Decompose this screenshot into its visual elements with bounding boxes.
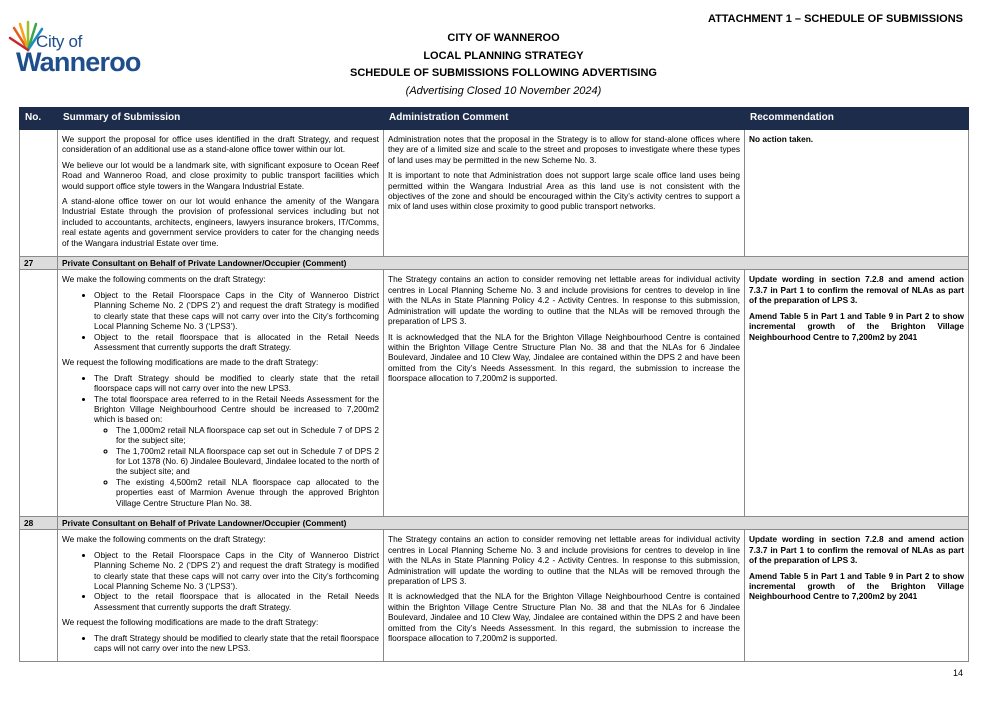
summary-bullet-list <box>62 290 379 352</box>
comment-paragraph: The Strategy contains an action to consider removing net lettable areas for individual activity centres in Local Planning Scheme No. 3 and include provisions for centres to develop in line with the NLAs in State Planning Policy 4.2 - Activity Centres. In response to this submission, Administration will update the wording to outline that the NLAs will be removed through the preparation of LPS 3. <box>388 274 740 327</box>
table-row <box>20 530 969 662</box>
list-item <box>94 394 379 508</box>
col-header-summary: Summary of Submission <box>58 108 384 130</box>
list-item: • The draft Strategy should be modified to clearly state that the retail floorspace caps will not carry over into the new LPS3. <box>94 633 379 654</box>
logo-city-of-text: City of <box>36 32 83 51</box>
recommendation-paragraph: Update wording in section 7.2.8 and amend action 7.3.7 in Part 1 to confirm the removal of NLAs as part of the preparation of LPS 3. <box>749 274 964 306</box>
cell-recommendation <box>745 530 969 662</box>
cell-summary <box>58 130 384 257</box>
sub-list-item: ◦ The existing 4,500m2 retail NLA floorspace cap allocated to the properties east of Marmion Avenue through the approved Brighton Village Centre Structure Plan No. 38. <box>116 477 379 508</box>
cell-comment <box>384 130 745 257</box>
summary-bullet-list <box>62 373 379 508</box>
comment-paragraph: It is acknowledged that the NLA for the Brighton Village Neighbourhood Centre is contained within the Brighton Village Centre Structure Plan No. 38 and that the NLAs for 6 Jindalee Boulevard, Jindalee and 10 Clew Way, Jindalee are contained within the DPS 2 and have been omitted from the City’s Needs Assessment. In this regard, the submission to increase the floorspace allocation to 7,200m2 is supported. <box>388 591 740 644</box>
col-header-recommendation: Recommendation <box>745 108 969 130</box>
list-item-text: The total floorspace area referred to in the Retail Needs Assessment for the Brighton Village Neighbourhood Centre should be increased to 7,200m2 which is based on: <box>94 393 379 425</box>
list-item: • The Draft Strategy should be modified to clearly state that the retail floorspace caps will not carry over into the new LPS3. <box>94 373 379 394</box>
list-item: • Object to the retail floorspace that is allocated in the Retail Needs Assessment that currently supports the draft Strategy. <box>94 591 379 612</box>
cell-summary <box>58 270 384 517</box>
summary-paragraph: We make the following comments on the draft Strategy: <box>62 534 266 545</box>
col-header-no: No. <box>20 108 58 130</box>
submitter-heading: Private Consultant on Behalf of Private Landowner/Occupier (Comment) <box>58 257 969 270</box>
submission-number: 28 <box>20 517 58 530</box>
sub-bullet-list <box>94 425 379 508</box>
comment-paragraph: It is important to note that Administration does not support large scale office land uses being permitted within the Wangara Industrial Area as this land use is not consistent with the objectives of the zone and should be encouraged within the City’s activity centres to support a mix of land uses within close proximity to good public transport networks. <box>388 170 740 212</box>
title-schedule: SCHEDULE OF SUBMISSIONS FOLLOWING ADVERTISING <box>350 67 657 79</box>
summary-paragraph: We support the proposal for office uses identified in the draft Strategy, and request consideration of an additional use as a stand-alone office tower within our lot. <box>62 134 379 155</box>
page-number: 14 <box>952 668 963 678</box>
summary-paragraph: We request the following modifications are made to the draft Strategy: <box>62 357 319 368</box>
recommendation-paragraph: Amend Table 5 in Part 1 and Table 9 in Part 2 to show incremental growth of the Brighton Village Neighbourhood Centre to 7,200m2 by 2041 <box>749 570 964 602</box>
cell-recommendation <box>745 270 969 517</box>
recommendation-paragraph: No action taken. <box>749 134 814 144</box>
summary-paragraph: We request the following modifications are made to the draft Strategy: <box>62 617 319 628</box>
summary-paragraph: A stand-alone office tower on our lot would enhance the amenity of the Wangara Industrial Estate through the provision of professional services including but not included to accountants, architects, engineers, lawyers insurance brokers, IT/Comms, real estate agents and government service providers to cater for the changing needs of the Wangara industrial Estate over time. <box>62 196 379 248</box>
cell-no <box>20 270 58 517</box>
document-titles <box>0 30 1007 100</box>
recommendation-paragraph: Update wording in section 7.2.8 and amend action 7.3.7 in Part 1 to confirm the removal of NLAs as part of the preparation of LPS 3. <box>749 534 964 566</box>
cell-summary <box>58 530 384 662</box>
table-header-row <box>20 108 969 130</box>
summary-bullet-list <box>62 633 379 654</box>
cell-comment <box>384 530 745 662</box>
comment-paragraph: It is acknowledged that the NLA for the Brighton Village Neighbourhood Centre is contained within the Brighton Village Centre Structure Plan No. 38 and that the NLAs for 6 Jindalee Boulevard, Jindalee and 10 Clew Way, Jindalee are contained within the DPS 2 and have been omitted from the City’s Needs Assessment. In this regard, the submission to increase the floorspace allocation to 7,200m2 is supported. <box>388 331 740 384</box>
comment-paragraph: Administration notes that the proposal in the Strategy is to allow for stand-alone offices where they are of a limited size and scale to the street and proposes to investigate where these types of land uses may be permitted in the new Scheme No. 3. <box>388 134 740 165</box>
sub-list-item: ◦ The 1,000m2 retail NLA floorspace cap set out in Schedule 7 of DPS 2 for the subject site; <box>116 425 379 446</box>
section-row-27 <box>20 257 969 270</box>
list-item: • Object to the Retail Floorspace Caps in the City of Wanneroo District Planning Scheme No. 2 (‘DPS 2’) and request the draft Strategy is modified to clearly state that these caps will not carry over into the City’s forthcoming Local Planning Scheme No. 3 (‘LPS3’). <box>94 290 379 332</box>
summary-bullet-list <box>62 550 379 612</box>
section-row-28 <box>20 517 969 530</box>
cell-comment <box>384 270 745 517</box>
cell-recommendation <box>745 130 969 257</box>
attachment-label: ATTACHMENT 1 – SCHEDULE OF SUBMISSIONS <box>707 13 963 25</box>
submission-number: 27 <box>20 257 58 270</box>
table-row <box>20 270 969 517</box>
title-advertising-closed: (Advertising Closed 10 November 2024) <box>405 84 602 97</box>
title-city: CITY OF WANNEROO <box>447 32 560 44</box>
sub-list-item: ◦ The 1,700m2 retail NLA floorspace cap set out in Schedule 7 of DPS 2 for Lot 1378 (No. 6) Jindalee Boulevard, Jindalee located to the north of the subject site; and <box>116 446 379 477</box>
comment-paragraph: The Strategy contains an action to consider removing net lettable areas for individual activity centres in Local Planning Scheme No. 3 and include provisions for centres to develop in line with the NLAs in State Planning Policy 4.2 - Activity Centres. In response to this submission, Administration will update the wording to outline that the NLAs will be removed through the preparation of LPS 3. <box>388 534 740 587</box>
summary-paragraph: We make the following comments on the draft Strategy: <box>62 274 266 285</box>
recommendation-paragraph: Amend Table 5 in Part 1 and Table 9 in Part 2 to show incremental growth of the Brighton Village Neighbourhood Centre to 7,200m2 by 2041 <box>749 310 964 342</box>
summary-paragraph: We believe our lot would be a landmark site, with significant exposure to Ocean Reef Road and Wanneroo Road, and close proximity to public transport facilities which would support office style towers in the Wangara Industrial Estate. <box>62 159 379 191</box>
logo-wanneroo-text: Wanneroo <box>16 47 141 77</box>
table-row <box>20 130 969 257</box>
title-strategy: LOCAL PLANNING STRATEGY <box>423 49 584 62</box>
submissions-table <box>19 107 969 662</box>
cell-no <box>20 530 58 662</box>
list-item: • Object to the Retail Floorspace Caps in the City of Wanneroo District Planning Scheme No. 2 (‘DPS 2’) and request the draft Strategy is modified to clearly state that these caps will not carry over into the City’s forthcoming Local Planning Scheme No. 3 (‘LPS3’). <box>94 550 379 592</box>
list-item: • Object to the retail floorspace that is allocated in the Retail Needs Assessment that currently supports the draft Strategy. <box>94 332 379 353</box>
submitter-heading: Private Consultant on Behalf of Private Landowner/Occupier (Comment) <box>58 517 969 530</box>
col-header-comment: Administration Comment <box>384 108 745 130</box>
cell-no <box>20 130 58 257</box>
